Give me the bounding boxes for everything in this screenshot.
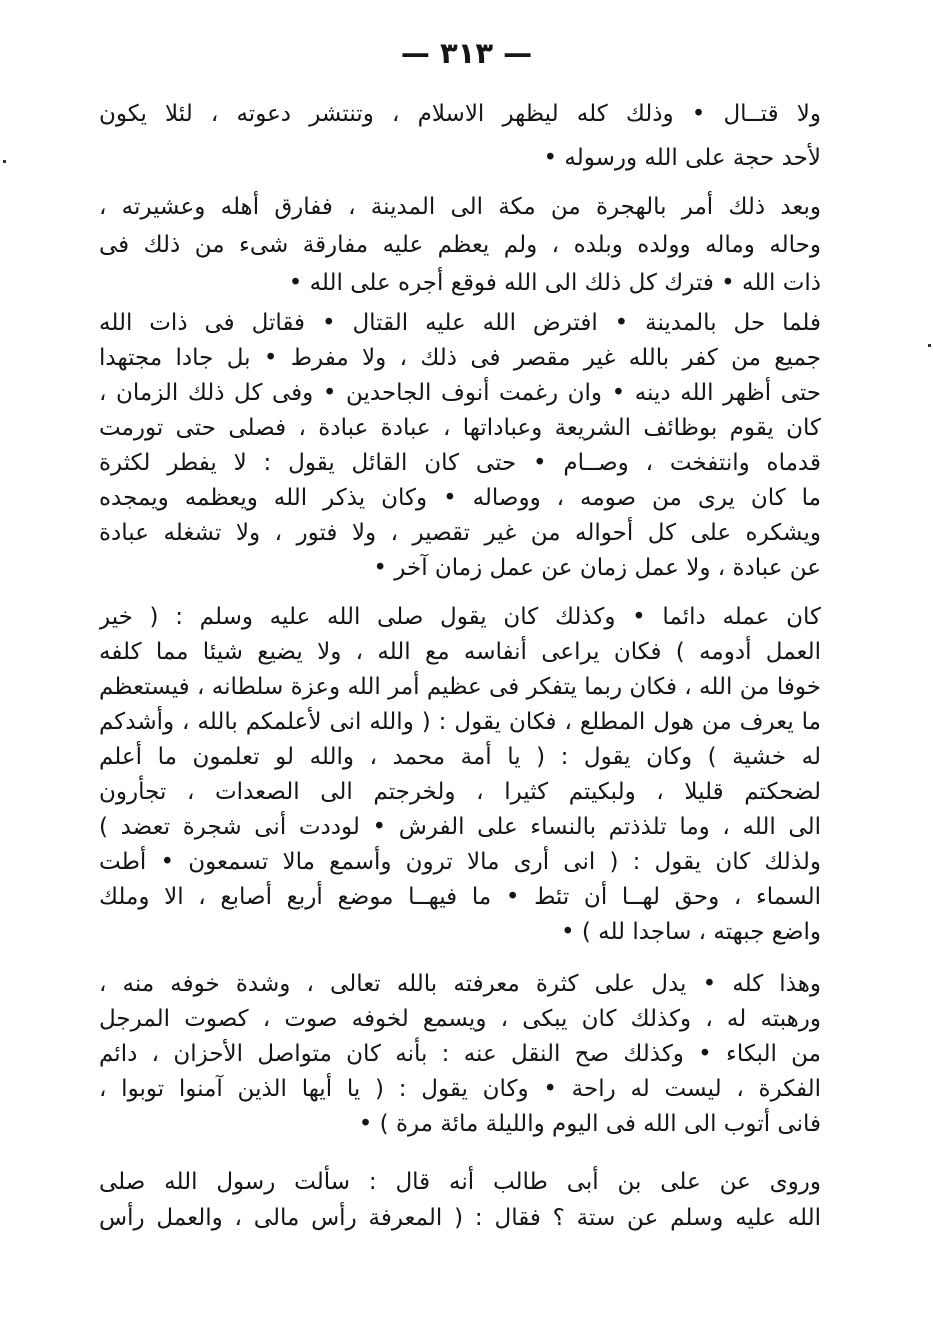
text-line: له خشية ) وكان يقول : ( يا أمة محمد ، والله لو تعلمون ما أعلم	[99, 744, 821, 770]
text-line: وروى عن على بن أبى طالب أنه قال : سألت رسول الله صلى	[99, 1169, 821, 1195]
text-line: عن عبادة ، ولا عمل زمان عن عمل زمان آخر •	[373, 555, 821, 581]
text-line: الله عليه وسلم عن ستة ؟ فقال : ( المعرفة رأس مالى ، والعمل رأس	[99, 1205, 821, 1231]
paragraph-6	[99, 1164, 821, 1236]
text-line: وهذا كله • يدل على كثرة معرفته بالله تعالى ، وشدة خوفه منه ،	[99, 971, 821, 997]
text-line: ولذلك كان يقول : ( انى أرى مالا ترون وأسمع مالا تسمعون • أطت	[99, 849, 821, 875]
text-line: من البكاء • وكذلك صح النقل عنه : بأنه كان متواصل الأحزان ، دائم	[99, 1041, 821, 1067]
text-line: وحاله وماله وولده وبلده ، ولم يعظم عليه مفارقة شىء من ذلك فى	[99, 232, 821, 258]
text-line: ما كان يرى من صومه ، ووصاله • وكان يذكر الله ويعظمه ويمجده	[99, 485, 821, 511]
page-number: — ٣١٣ —	[400, 36, 533, 70]
text-line: لضحكتم قليلا ، ولبكيتم كثيرا ، ولخرجتم الى الصعدات ، تجأرون	[99, 779, 821, 805]
text-line: جميع من كفر بالله غير مقصر فى ذلك ، ولا مفرط • بل جادا مجتهدا	[99, 345, 821, 371]
text-line: قدماه وانتفخت ، وصــام • حتى كان القائل يقول : لا يفطر لكثرة	[99, 450, 821, 476]
text-line: ورهبته له ، وكذلك كان يبكى ، ويسمع لخوفه صوت ، كصوت المرجل	[99, 1006, 821, 1032]
text-line: لأحد حجة على الله ورسوله •	[543, 145, 821, 171]
text-line: فلما حل بالمدينة • افترض الله عليه القتال • فقاتل فى ذات الله	[99, 310, 821, 336]
text-line: ولا قتــال • وذلك كله ليظهر الاسلام ، وتنتشر دعوته ، لئلا يكون	[99, 101, 821, 127]
text-line: وبعد ذلك أمر بالهجرة من مكة الى المدينة ، ففارق أهله وعشيرته ،	[99, 194, 821, 220]
text-line: ذات الله • فترك كل ذلك الى الله فوقع أجره على الله •	[288, 270, 821, 296]
text-line: ويشكره على كل أحواله من غير تقصير ، ولا فتور ، ولا تشغله عبادة	[99, 520, 821, 546]
text-line: الى الله ، وما تلذذتم بالنساء على الفرش • لوددت أنى شجرة تعضد )	[99, 814, 821, 840]
paragraph-3	[99, 306, 821, 586]
scan-speck	[928, 344, 931, 347]
paragraph-1	[99, 92, 821, 180]
scan-speck	[3, 160, 6, 163]
text-line: كان يقوم بوظائف الشريعة وعباداتها ، عبادة عبادة ، فصلى حتى تورمت	[99, 415, 821, 441]
paragraph-4	[99, 600, 821, 950]
text-line: فانى أتوب الى الله فى اليوم والليلة مائة مرة ) •	[358, 1111, 821, 1137]
paragraph-5	[99, 967, 821, 1142]
text-line: ما يعرف من هول المطلع ، فكان يقول : ( والله انى لأعلمكم بالله ، وأشدكم	[99, 709, 821, 735]
text-line: العمل أدومه ) فكان يراعى أنفاسه مع الله ، ولا يضيع شيئا مما كلفه	[99, 639, 821, 665]
text-line: السماء ، وحق لهــا أن تئط • ما فيهــا موضع أربع أصابع ، الا وملك	[99, 884, 821, 910]
text-line: كان عمله دائما • وكذلك كان يقول صلى الله عليه وسلم : ( خير	[99, 604, 821, 630]
text-line: خوفا من الله ، فكان ربما يتفكر فى عظيم أمر الله وعزة سلطانه ، فيستعظم	[99, 674, 821, 700]
text-line: واضع جبهته ، ساجدا لله ) •	[560, 919, 821, 945]
text-line: حتى أظهر الله دينه • وان رغمت أنوف الجاحدين • وفى كل ذلك الزمان ،	[99, 380, 821, 406]
paragraph-2	[99, 188, 821, 302]
text-line: الفكرة ، ليست له راحة • وكان يقول : ( يا أيها الذين آمنوا توبوا ،	[99, 1076, 821, 1102]
